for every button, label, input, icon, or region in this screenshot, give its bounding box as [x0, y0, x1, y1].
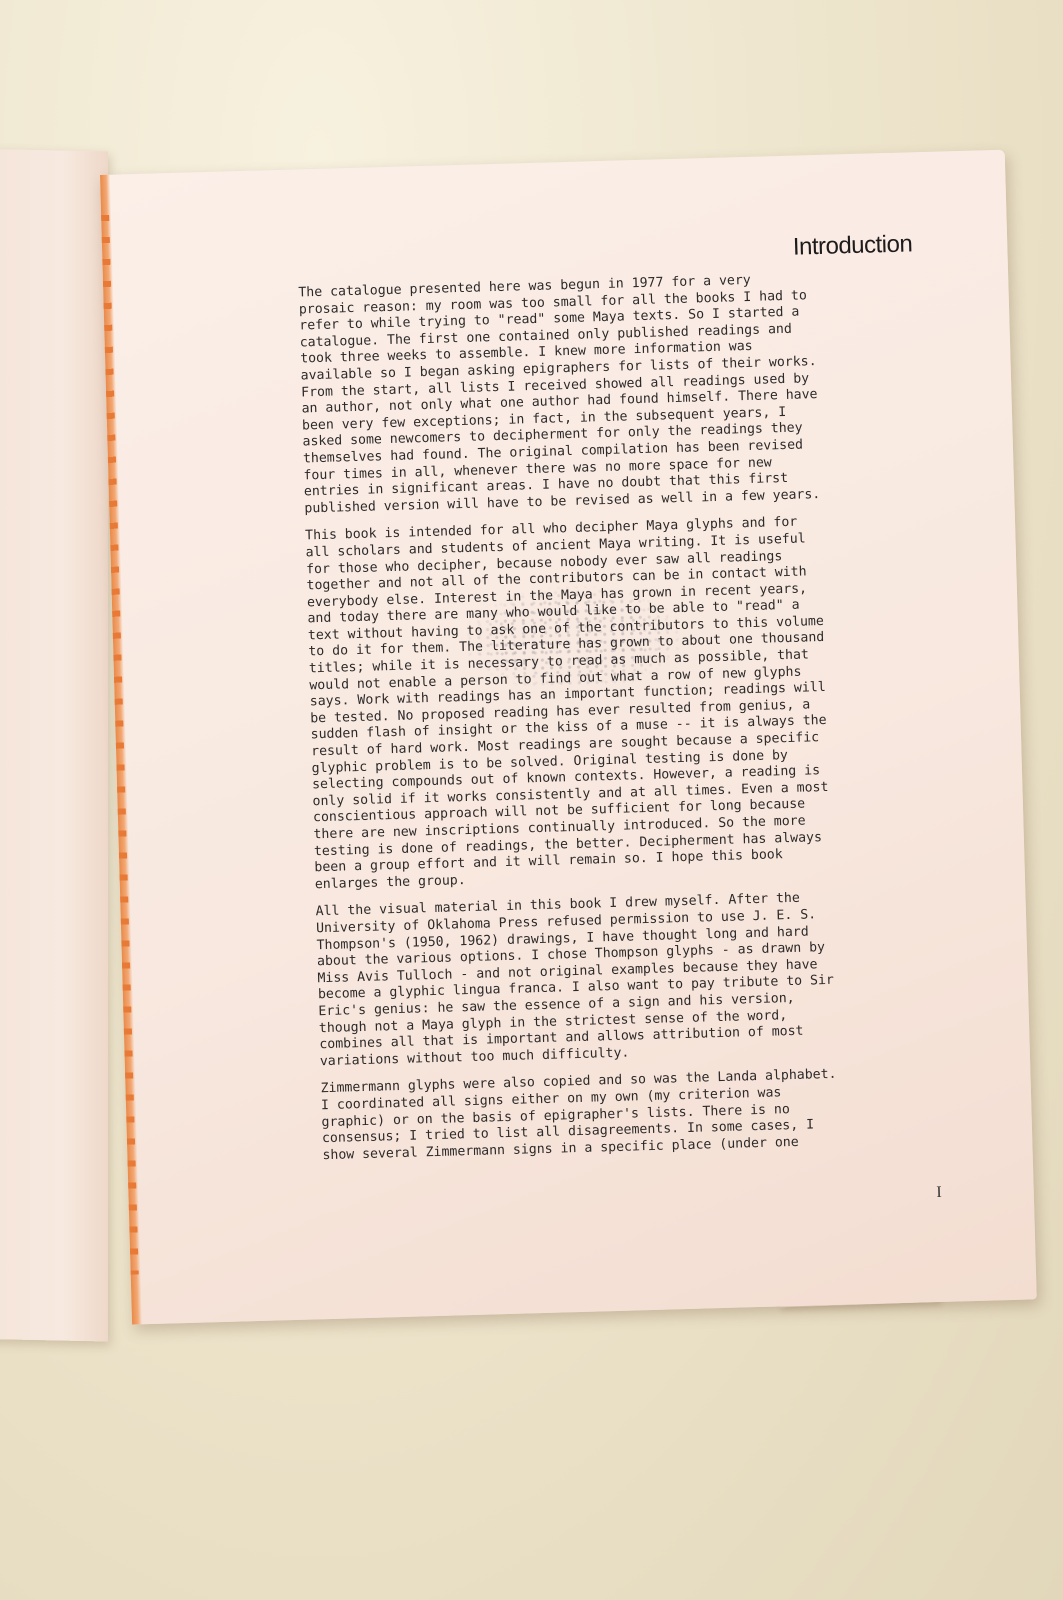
- paragraph-2: This book is intended for all who decipher Maya glyphs and for all scholars and students of ancient Maya writing. It is useful for those who decipher, because nobody ever saw all readings together and not all of the contributors can be in contact with everybody else. Interest in the Maya has grown in recent years, and today there are many who would like to be able to "read" a text without having to ask one of the contributors to this volume to do it for them. The literature has grown to about one thousand titles; while it is necessary to read as much as possible, that would not enable a person to find out what a row of new glyphs says. Work with readings has an important function; readings will be tested. No proposed reading has ever resulted from genius, a sudden flash of insight or the kiss of a muse -- it is always the result of hard work. Most readings are sought because a specific glyphic problem is to be solved. Original testing is done by selecting compounds out of known contexts. However, a reading is only solid if it works consistently and at all times. Even a most conscientious approach will not be sufficient for long because there are new inscriptions continually introduced. So the more testing is done of readings, the better. Decipherment has always been a group effort and it will remain so. I hope this book enlarges the group.: [304, 514, 829, 893]
- paragraph-3: All the visual material in this book I drew myself. After the University of Oklahoma Press refused permission to use J. E. S. Thompson's (1950, 1962) drawings, I have thought long and hard about the various options. I chose Thompson glyphs - as drawn by Miss Avis Tulloch - and not original examples because they have become a glyphic lingua franca. I also want to pay tribute to Sir Eric's genius: he saw the essence of a sign and his version, though not a Maya glyph in the strictest sense of the word, combines all that is important and allows attribution of most variations without too much difficulty.: [315, 891, 835, 1069]
- page-title: Introduction: [792, 230, 913, 261]
- page-content: [297, 230, 938, 1175]
- paragraph-1: The catalogue presented here was begun in 1977 for a very prosaic reason: my room was too small for all the books I had to refer to while trying to "read" some Maya texts. So I started a catalogue. The first one contained only published readings and took three weeks to assemble. I knew more information was available so I began asking epigraphers for lists of their works. From the start, all lists I received showed all readings used by an author, not only what one author had found himself. There have been very few exceptions; in fact, in the subsequent years, I asked some newcomers to decipherment for only the readings they themselves had found. The original compilation has been revised four times in all, whenever there was no more space for new entries in significant areas. I have no doubt that this first published version will have to be revised as well in a few years.: [298, 272, 821, 517]
- paragraph-4: Zimmermann glyphs were also copied and so was the Landa alphabet. I coordinated all signs either on my own (my criterion was graphic) or on the basis of epigrapher's lists. There is no consensus; I tried to list all disagreements. In some cases, I show several Zimmermann signs in a specific place (under one: [320, 1067, 837, 1163]
- right-page: [100, 150, 1037, 1325]
- left-page: [0, 148, 108, 1341]
- page-number: I: [936, 1183, 942, 1202]
